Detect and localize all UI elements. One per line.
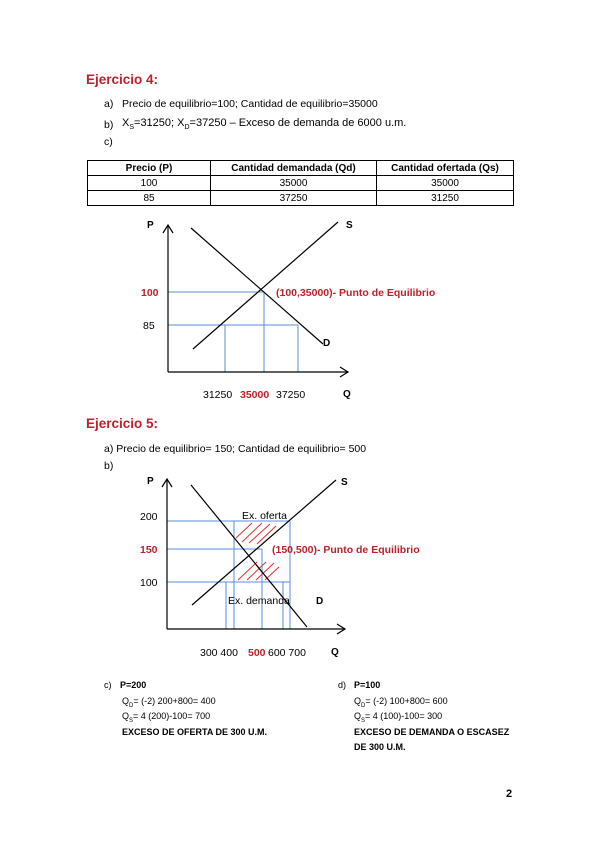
item-b-text (122, 117, 406, 131)
p-tick-200: 200 (140, 511, 158, 523)
excess-demand-hatch (238, 562, 279, 580)
item-c-title: P=200 (120, 680, 147, 690)
table-cell: 85 (88, 191, 211, 206)
p-axis-label: P (147, 220, 154, 231)
q-tick-37250: 37250 (276, 389, 306, 401)
table-cell: 35000 (211, 176, 377, 191)
table-header: Cantidad demandada (Qd) (211, 161, 377, 176)
supply-curve (193, 222, 338, 349)
table-cell: 31250 (377, 191, 514, 206)
qd-sub: D (129, 702, 134, 709)
data-table (87, 160, 514, 206)
item-d-qs (354, 711, 442, 724)
table-row (88, 176, 514, 191)
xs-symbol: X (122, 117, 130, 129)
p-tick-100: 100 (140, 577, 158, 589)
ejercicio-4-title: Ejercicio 4: (86, 72, 159, 87)
table-cell: 37250 (211, 191, 377, 206)
qd-formula: = (-2) 100+800= 600 (365, 696, 448, 706)
p-tick-85: 85 (143, 320, 155, 332)
xs-sub: S (129, 124, 135, 132)
d-label: D (323, 338, 331, 349)
item-d-title: P=100 (354, 680, 381, 690)
item-a-marker: a) (104, 98, 114, 110)
qd-formula: = (-2) 200+800= 400 (133, 696, 216, 706)
item-c-marker: c) (104, 680, 112, 690)
item-c-marker: c) (104, 136, 113, 148)
qd-sub: D (361, 702, 366, 709)
xs-value: =31250; X (134, 117, 185, 129)
q-tick-35000: 35000 (240, 389, 270, 401)
s-label: S (346, 220, 353, 231)
p-axis-arrow (163, 225, 173, 233)
ex-oferta-label: Ex. oferta (242, 510, 287, 522)
item-d-result-line1: EXCESO DE DEMANDA O ESCASEZ (354, 727, 510, 737)
qd-symbol: Q (122, 696, 130, 706)
item-c-result: EXCESO DE OFERTA DE 300 U.M. (122, 727, 268, 737)
q-axis-label: Q (331, 647, 339, 658)
table-cell: 35000 (377, 176, 514, 191)
demand-curve (191, 228, 323, 344)
q-tick-500: 500 (248, 647, 266, 659)
xd-value: =37250 – Exceso de demanda de 6000 u.m. (189, 117, 407, 129)
p-axis-arrow (162, 479, 172, 487)
qs-symbol: Q (354, 711, 362, 721)
item-a-text: a) Precio de equilibrio= 150; Cantidad de equilibrio= 500 (104, 443, 367, 455)
table-row (88, 191, 514, 206)
item-b-marker: b) (104, 119, 114, 131)
ejercicio-5-title: Ejercicio 5: (86, 416, 159, 431)
d-label: D (316, 596, 324, 607)
q-ticks-right: 600 700 (268, 647, 306, 659)
p-axis-label: P (147, 476, 154, 487)
table-header: Precio (P) (88, 161, 211, 176)
s-label: S (341, 477, 348, 488)
table-header-row (88, 161, 514, 176)
item-d-marker: d) (338, 680, 347, 690)
p-tick-150: 150 (140, 544, 158, 556)
qs-sub: S (129, 717, 134, 724)
xd-sub: D (184, 124, 190, 132)
item-d-qd (354, 696, 448, 709)
page-number: 2 (506, 788, 513, 800)
q-axis-label: Q (343, 389, 351, 400)
item-b-marker: b) (104, 460, 114, 472)
equilibrium-label: (150,500)- Punto de Equilibrio (272, 544, 420, 556)
item-c-qd (122, 696, 216, 709)
qs-symbol: Q (122, 711, 130, 721)
excess-supply-hatch (236, 523, 276, 544)
q-axis-arrow (337, 624, 345, 634)
qs-formula: = 4 (100)-100= 300 (365, 711, 443, 721)
q-axis-arrow (340, 367, 348, 377)
q-tick-31250: 31250 (203, 389, 233, 401)
qs-sub: S (361, 717, 366, 724)
ex-demanda-label: Ex. demanda (228, 595, 290, 607)
table-header: Cantidad ofertada (Qs) (377, 161, 514, 176)
item-a-text: Precio de equilibrio=100; Cantidad de equilibrio=35000 (122, 98, 378, 110)
p-tick-100: 100 (141, 287, 159, 299)
supply-curve (192, 480, 336, 605)
qd-symbol: Q (354, 696, 362, 706)
item-c-qs (122, 711, 210, 724)
equilibrium-label: (100,35000)- Punto de Equilibrio (276, 287, 436, 299)
item-d-result-line2: DE 300 U.M. (354, 742, 406, 752)
table-cell: 100 (88, 176, 211, 191)
qs-formula: = 4 (200)-100= 700 (133, 711, 211, 721)
q-ticks-left: 300 400 (200, 647, 238, 659)
